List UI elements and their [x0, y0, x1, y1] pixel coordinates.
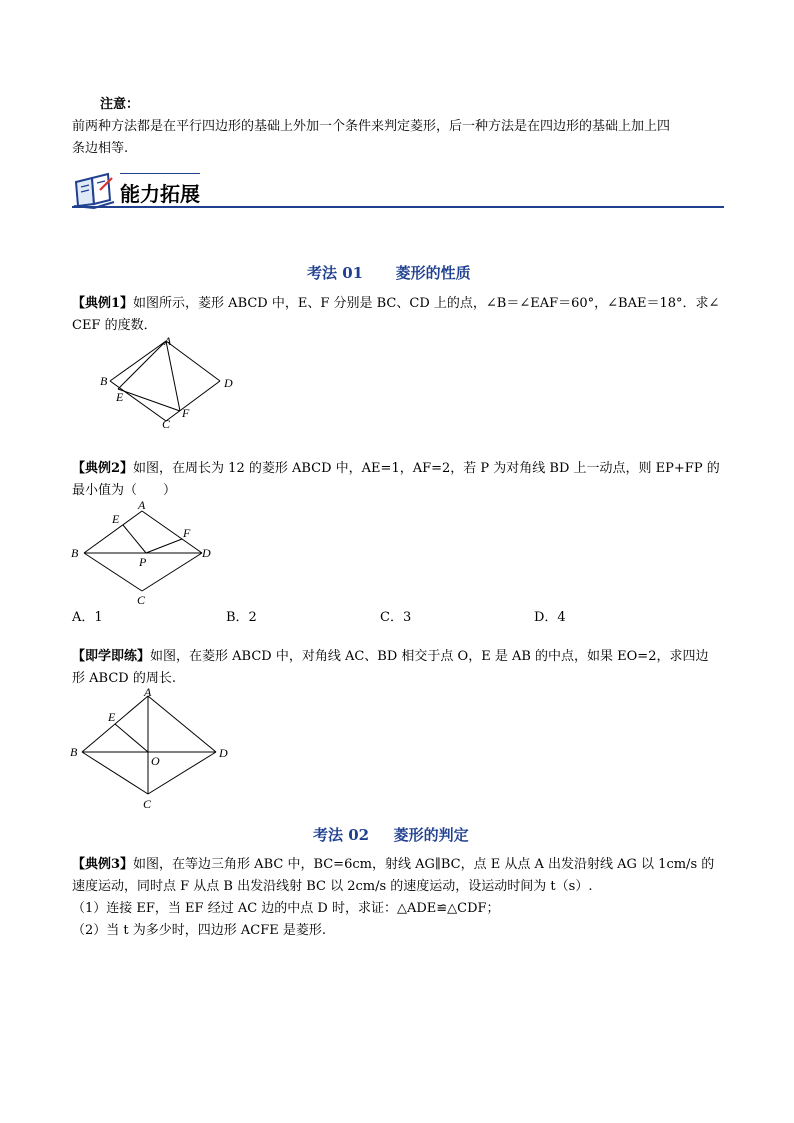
example-1-text: 如图所示，菱形 ABCD 中，E、F 分别是 BC、CD 上的点，∠B＝∠EAF＝60°，∠BAE＝18°．求∠	[133, 296, 720, 311]
fig2-label-e: E	[112, 512, 120, 526]
fig2-label-d: D	[202, 546, 211, 560]
example-2-figure	[66, 497, 226, 609]
practice-tag: 【即学即练】	[72, 649, 151, 664]
book-icon	[72, 170, 116, 210]
example-3-line-4: （2）当 t 为多少时，四边形 ACFE 是菱形.	[72, 923, 327, 938]
fig1-label-d: D	[224, 376, 233, 390]
fig1-label-e: E	[116, 390, 124, 404]
fig2-label-f: F	[183, 526, 191, 540]
fig1-label-b: B	[100, 374, 108, 388]
fig3-label-d: D	[219, 746, 228, 760]
fig3-label-b: B	[70, 745, 78, 759]
fig2-label-b: B	[71, 546, 79, 560]
practice-text: 如图，在菱形 ABCD 中，对角线 AC、BD 相交于点 O，E 是 AB 的中点，如果 EO=2，求四边	[150, 649, 709, 664]
section-title: 能力拓展	[120, 182, 200, 206]
example-3-line-1	[72, 855, 714, 875]
fig3-label-o: O	[151, 754, 160, 768]
example-2-tag: 【典例2】	[72, 461, 134, 476]
header-top-rule	[120, 173, 200, 174]
fig3-label-a: A	[144, 686, 152, 699]
example-3-line-2: 速度运动，同时点 F 从点 B 出发沿线射 BC 以 2cm/s 的速度运动，设运动时间为 t（s）.	[72, 879, 593, 894]
practice-line-1	[72, 647, 708, 667]
example-1-tag: 【典例1】	[72, 296, 134, 311]
note-line-1: 前两种方法都是在平行四边形的基础上外加一个条件来判定菱形，后一种方法是在四边形的基础上加上四	[72, 119, 671, 134]
example-3-line-3: （1）连接 EF，当 EF 经过 AC 边的中点 D 时，求证：△ADE≌△CDF；	[72, 901, 500, 916]
choice-b: B．2	[226, 610, 257, 625]
example-2-text: 如图，在周长为 12 的菱形 ABCD 中，AE=1，AF=2，若 P 为对角线 BD 上一动点，则 EP+FP 的	[133, 461, 720, 476]
example-2-line-2: 最小值为（ ）	[72, 483, 177, 498]
example-3-text: 如图，在等边三角形 ABC 中，BC=6cm，射线 AG∥BC，点 E 从点 A 出发沿射线 AG 以 1cm/s 的	[133, 857, 715, 872]
fig3-label-e: E	[108, 710, 116, 724]
choice-d: D．4	[534, 610, 566, 625]
fig3-label-c: C	[143, 797, 152, 811]
choice-a: A．1	[72, 610, 103, 625]
example-1-line-2: CEF 的度数．	[72, 318, 157, 333]
practice-line-2: 形 ABCD 的周长.	[72, 671, 176, 686]
example-1-line-1	[72, 294, 719, 314]
note-title: 注意：	[100, 97, 140, 112]
fig1-label-c: C	[162, 417, 171, 430]
practice-figure	[66, 686, 246, 812]
kaofa-01-title: 菱形的性质	[395, 264, 471, 282]
section-header	[72, 168, 724, 212]
note-line-2: 条边相等.	[72, 141, 129, 156]
fig2-label-c: C	[137, 593, 146, 607]
example-2-line-1	[72, 459, 720, 479]
choice-c: C．3	[380, 610, 412, 625]
kaofa-01-heading	[307, 262, 471, 283]
kaofa-01-label: 考法 01	[307, 264, 364, 282]
kaofa-02-heading	[313, 824, 469, 845]
fig2-label-p: P	[139, 555, 147, 569]
kaofa-02-label: 考法 02	[313, 826, 370, 844]
header-bottom-rule	[72, 206, 724, 208]
fig2-label-a: A	[138, 498, 146, 512]
kaofa-02-title: 菱形的判定	[393, 826, 469, 844]
example-3-tag: 【典例3】	[72, 857, 134, 872]
fig1-label-f: F	[182, 406, 190, 420]
example-1-figure	[90, 335, 250, 430]
fig1-label-a: A	[164, 335, 172, 348]
